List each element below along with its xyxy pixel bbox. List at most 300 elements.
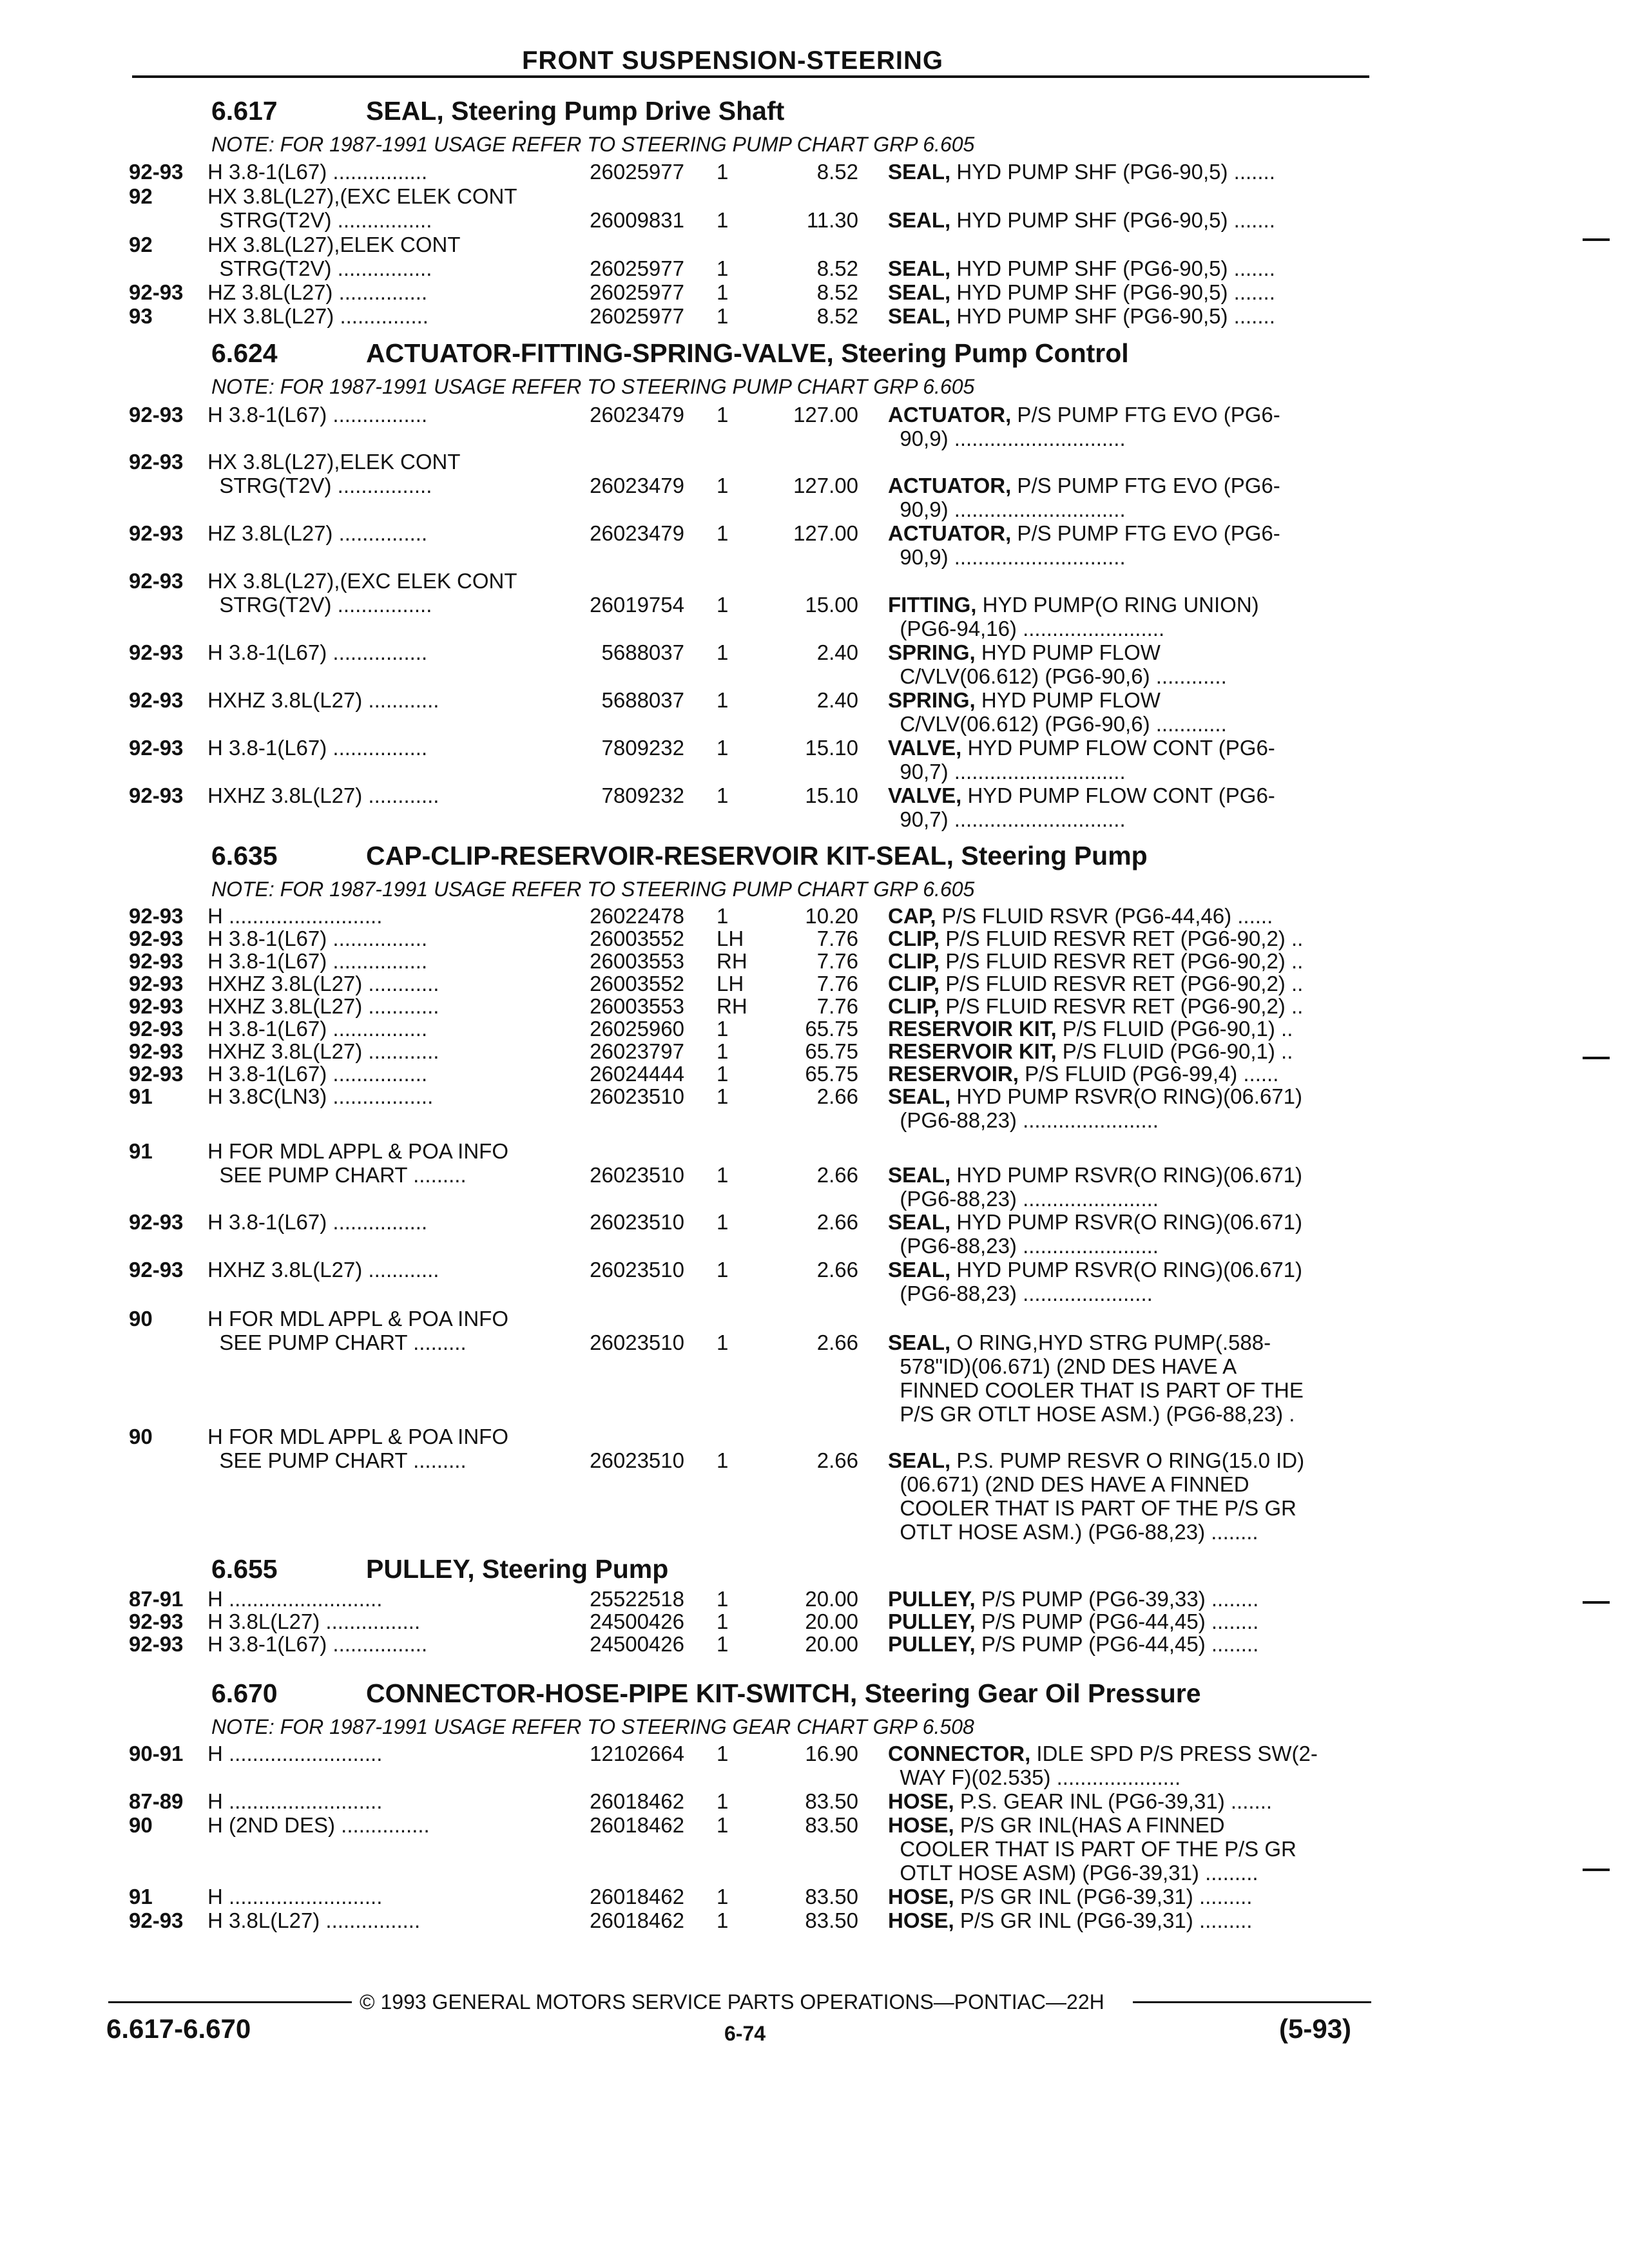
description-text: P/S PUMP FTG EVO (PG6- — [1011, 521, 1280, 545]
model-application: HXHZ 3.8L(L27) ............ — [207, 783, 439, 807]
model-year: 92-93 — [129, 280, 184, 304]
part-name: SEAL, — [888, 1448, 951, 1472]
section-title: CAP-CLIP-RESERVOIR-RESERVOIR KIT-SEAL, Steering Pump — [366, 841, 1148, 870]
part-name: SEAL, — [888, 1331, 951, 1354]
model-application: H FOR MDL APPL & POA INFO — [207, 1425, 508, 1448]
description-text: HYD PUMP RSVR(O RING)(06.671) — [950, 1258, 1303, 1282]
part-name: SEAL, — [888, 1258, 951, 1282]
part-number: 26023510 — [590, 1163, 684, 1187]
part-number: 26023510 — [590, 1448, 684, 1472]
section-number: 6.655 — [211, 1554, 278, 1584]
description-text: HYD PUMP FLOW — [975, 688, 1161, 712]
model-year: 90-91 — [129, 1742, 184, 1765]
description-text: HYD PUMP SHF (PG6-90,5) ....... — [950, 160, 1275, 184]
part-description — [888, 546, 1126, 568]
description-text: P.S. PUMP RESVR O RING(15.0 ID) — [950, 1448, 1305, 1472]
part-name: PULLEY, — [888, 1587, 976, 1611]
part-number: 5688037 — [601, 640, 684, 664]
description-text: 90,9) ............................. — [888, 497, 1126, 521]
part-description — [888, 785, 1275, 806]
part-number: 26025960 — [590, 1017, 684, 1041]
description-text: IDLE SPD P/S PRESS SW(2- — [1030, 1742, 1318, 1765]
part-description — [888, 905, 1273, 927]
part-number: 26003552 — [590, 972, 684, 995]
model-application: H .......................... — [207, 904, 383, 928]
description-text: OTLT HOSE ASM) (PG6-39,31) ......... — [888, 1861, 1258, 1885]
model-year: 92-93 — [129, 904, 184, 928]
list-price: 2.66 — [816, 1084, 858, 1108]
section-note: NOTE: FOR 1987-1991 USAGE REFER TO STEERING PUMP CHART GRP 6.605 — [211, 375, 975, 398]
description-text: HYD PUMP RSVR(O RING)(06.671) — [950, 1084, 1303, 1108]
part-name: CLIP, — [888, 972, 940, 995]
model-year: 92-93 — [129, 1258, 184, 1282]
section-number: 6.617 — [211, 96, 278, 126]
part-name: HOSE, — [888, 1885, 954, 1908]
part-number: 26003552 — [590, 927, 684, 950]
part-description — [888, 618, 1164, 639]
part-description — [888, 209, 1275, 231]
list-price: 65.75 — [805, 1039, 858, 1063]
margin-mark — [1583, 238, 1610, 241]
part-description — [888, 761, 1126, 782]
quantity: 1 — [717, 1908, 729, 1932]
list-price: 83.50 — [805, 1813, 858, 1837]
part-name: SEAL, — [888, 256, 951, 280]
part-name: FITTING, — [888, 593, 977, 617]
description-text: C/VLV(06.612) (PG6-90,6) ............ — [888, 664, 1227, 688]
part-name: PULLEY, — [888, 1632, 976, 1656]
list-price: 7.76 — [816, 994, 858, 1018]
part-number: 26023510 — [590, 1210, 684, 1234]
quantity: 1 — [717, 1163, 729, 1187]
part-description — [888, 1188, 1159, 1209]
part-description — [888, 666, 1227, 687]
model-application: H 3.8-1(L67) ................ — [207, 403, 428, 427]
part-name: ACTUATOR, — [888, 403, 1012, 427]
margin-mark — [1583, 1601, 1610, 1604]
description-text: P/S PUMP FTG EVO (PG6- — [1011, 474, 1280, 497]
description-text: (PG6-94,16) ........................ — [888, 617, 1165, 640]
part-number: 24500426 — [590, 1632, 684, 1656]
part-number: 26025977 — [590, 160, 684, 184]
list-price: 15.00 — [805, 593, 858, 617]
model-year: 92-93 — [129, 972, 184, 995]
description-text: 578"ID)(06.671) (2ND DES HAVE A — [888, 1354, 1237, 1378]
model-application: H 3.8-1(L67) ................ — [207, 160, 428, 184]
quantity: 1 — [717, 280, 729, 304]
list-price: 127.00 — [793, 521, 858, 545]
model-year: 87-89 — [129, 1789, 184, 1813]
part-description — [888, 1332, 1271, 1353]
part-description — [888, 950, 1303, 972]
section-number: 6.670 — [211, 1678, 278, 1708]
part-number: 26023479 — [590, 474, 684, 497]
quantity: 1 — [717, 1813, 729, 1837]
list-price: 2.66 — [816, 1210, 858, 1234]
list-price: 127.00 — [793, 474, 858, 497]
part-number: 26023510 — [590, 1084, 684, 1108]
part-name: SPRING, — [888, 640, 976, 664]
part-number: 26018462 — [590, 1789, 684, 1813]
list-price: 8.52 — [816, 280, 858, 304]
part-name: VALVE, — [888, 783, 962, 807]
quantity: 1 — [717, 1742, 729, 1765]
model-application: H 3.8L(L27) ................ — [207, 1908, 421, 1932]
list-price: 2.66 — [816, 1258, 858, 1282]
list-price: 65.75 — [805, 1062, 858, 1086]
footer-rule-right — [1133, 2001, 1371, 2003]
footer-copyright: © 1993 GENERAL MOTORS SERVICE PARTS OPERATIONS—PONTIAC—22H — [360, 1990, 1104, 2013]
part-description — [888, 1838, 1296, 1860]
model-year: 92-93 — [129, 160, 184, 184]
description-text: FINNED COOLER THAT IS PART OF THE — [888, 1378, 1304, 1402]
model-year: 92 — [129, 233, 153, 256]
model-year: 92-93 — [129, 994, 184, 1018]
model-application: STRG(T2V) ................ — [207, 593, 432, 617]
model-application: HX 3.8L(L27),ELEK CONT — [207, 233, 461, 256]
part-name: VALVE, — [888, 736, 962, 760]
part-description — [888, 305, 1275, 327]
part-number: 26003553 — [590, 994, 684, 1018]
model-application: H 3.8-1(L67) ................ — [207, 1210, 428, 1234]
part-description — [888, 1018, 1293, 1039]
list-price: 10.20 — [805, 904, 858, 928]
quantity: 1 — [717, 783, 729, 807]
part-description — [888, 928, 1303, 949]
description-text: P/S FLUID RESVR RET (PG6-90,2) .. — [940, 994, 1304, 1018]
model-year: 90 — [129, 1307, 153, 1331]
section-title: PULLEY, Steering Pump — [366, 1554, 669, 1584]
margin-mark — [1583, 1057, 1610, 1059]
description-text: C/VLV(06.612) (PG6-90,6) ............ — [888, 712, 1227, 736]
description-text: (PG6-88,23) ....................... — [888, 1108, 1159, 1132]
description-text: HYD PUMP FLOW CONT (PG6- — [961, 736, 1275, 760]
quantity: 1 — [717, 1210, 729, 1234]
model-application: HXHZ 3.8L(L27) ............ — [207, 1258, 439, 1282]
part-number: 26025977 — [590, 256, 684, 280]
quantity: 1 — [717, 593, 729, 617]
part-description — [888, 1767, 1181, 1788]
description-text: (PG6-88,23) ...................... — [888, 1282, 1153, 1305]
part-number: 26025977 — [590, 280, 684, 304]
section-note: NOTE: FOR 1987-1991 USAGE REFER TO STEERING GEAR CHART GRP 6.508 — [211, 1715, 974, 1738]
model-application: HX 3.8L(L27),(EXC ELEK CONT — [207, 569, 517, 593]
part-number: 26023510 — [590, 1258, 684, 1282]
model-year: 92-93 — [129, 1039, 184, 1063]
part-number: 12102664 — [590, 1742, 684, 1765]
part-number: 7809232 — [601, 783, 684, 807]
model-application: STRG(T2V) ................ — [207, 256, 432, 280]
part-description — [888, 973, 1303, 994]
model-year: 92-93 — [129, 1017, 184, 1041]
part-name: HOSE, — [888, 1908, 954, 1932]
part-description — [888, 737, 1275, 758]
model-application: HZ 3.8L(L27) ............... — [207, 280, 428, 304]
model-application: H 3.8-1(L67) ................ — [207, 949, 428, 973]
model-application: HZ 3.8L(L27) ............... — [207, 521, 428, 545]
description-text: P/S FLUID (PG6-90,1) .. — [1056, 1017, 1293, 1041]
part-number: 26018462 — [590, 1908, 684, 1932]
quantity: 1 — [717, 1789, 729, 1813]
part-description — [888, 161, 1275, 182]
model-year: 91 — [129, 1139, 153, 1163]
model-year: 92-93 — [129, 640, 184, 664]
part-description — [888, 499, 1126, 520]
part-number: 26023510 — [590, 1331, 684, 1354]
part-description — [888, 713, 1227, 735]
part-description — [888, 1862, 1258, 1883]
list-price: 20.00 — [805, 1610, 858, 1633]
model-year: 92-93 — [129, 927, 184, 950]
model-year: 92-93 — [129, 783, 184, 807]
description-text: HYD PUMP FLOW — [975, 640, 1161, 664]
footer-section-range: 6.617-6.670 — [106, 2013, 251, 2044]
part-description — [888, 404, 1280, 425]
list-price: 83.50 — [805, 1789, 858, 1813]
model-year: 92-93 — [129, 736, 184, 760]
model-year: 92 — [129, 184, 153, 208]
quantity: RH — [717, 994, 747, 1018]
description-text: WAY F)(02.535) ..................... — [888, 1765, 1181, 1789]
description-text: P/S PUMP (PG6-44,45) ........ — [975, 1610, 1259, 1633]
part-description — [888, 809, 1126, 830]
description-text: HYD PUMP SHF (PG6-90,5) ....... — [950, 280, 1275, 304]
model-application: HXHZ 3.8L(L27) ............ — [207, 688, 439, 712]
model-application: STRG(T2V) ................ — [207, 474, 432, 497]
list-price: 20.00 — [805, 1587, 858, 1611]
description-text: P/S FLUID RESVR RET (PG6-90,2) .. — [940, 972, 1304, 995]
quantity: 1 — [717, 736, 729, 760]
quantity: 1 — [717, 256, 729, 280]
list-price: 8.52 — [816, 256, 858, 280]
description-text: (PG6-88,23) ....................... — [888, 1234, 1159, 1258]
quantity: LH — [717, 972, 744, 995]
model-year: 92-93 — [129, 688, 184, 712]
list-price: 16.90 — [805, 1742, 858, 1765]
part-name: RESERVOIR KIT, — [888, 1039, 1057, 1063]
part-description — [888, 1235, 1159, 1256]
model-application: H .......................... — [207, 1742, 383, 1765]
part-number: 26022478 — [590, 904, 684, 928]
description-text: P/S FLUID (PG6-90,1) .. — [1056, 1039, 1293, 1063]
model-year: 93 — [129, 304, 153, 328]
part-description — [888, 258, 1275, 279]
part-description — [888, 282, 1275, 303]
part-number: 26023479 — [590, 521, 684, 545]
part-description — [888, 1474, 1249, 1495]
list-price: 2.66 — [816, 1331, 858, 1354]
part-name: SEAL, — [888, 1163, 951, 1187]
part-description — [888, 1743, 1318, 1764]
part-description — [888, 1041, 1293, 1062]
description-text: P/S FLUID (PG6-99,4) ...... — [1018, 1062, 1279, 1086]
part-description — [888, 475, 1280, 496]
quantity: LH — [717, 927, 744, 950]
model-year: 92-93 — [129, 1062, 184, 1086]
part-number: 24500426 — [590, 1610, 684, 1633]
description-text: P/S PUMP (PG6-39,33) ........ — [975, 1587, 1259, 1611]
model-application: H 3.8L(L27) ................ — [207, 1610, 421, 1633]
model-application: H (2ND DES) ............... — [207, 1813, 430, 1837]
part-description — [888, 1588, 1258, 1610]
description-text: 90,7) ............................. — [888, 807, 1126, 831]
quantity: 1 — [717, 1062, 729, 1086]
model-application: HX 3.8L(L27) ............... — [207, 304, 429, 328]
description-text: 90,7) ............................. — [888, 760, 1126, 783]
model-application: H .......................... — [207, 1885, 383, 1908]
part-number: 26003553 — [590, 949, 684, 973]
part-name: SEAL, — [888, 1084, 951, 1108]
description-text: HYD PUMP(O RING UNION) — [976, 593, 1259, 617]
model-year: 92-93 — [129, 450, 184, 474]
part-name: CLIP, — [888, 949, 940, 973]
list-price: 20.00 — [805, 1632, 858, 1656]
description-text: P/S GR INL (PG6-39,31) ......... — [954, 1885, 1253, 1908]
model-application: H 3.8-1(L67) ................ — [207, 1017, 428, 1041]
part-description — [888, 1403, 1295, 1425]
part-number: 25522518 — [590, 1587, 684, 1611]
model-application: HXHZ 3.8L(L27) ............ — [207, 1039, 439, 1063]
description-text: P.S. GEAR INL (PG6-39,31) ....... — [954, 1789, 1273, 1813]
model-application: HX 3.8L(L27),ELEK CONT — [207, 450, 461, 474]
footer-rule-left — [108, 2001, 352, 2003]
model-application: H .......................... — [207, 1587, 383, 1611]
part-name: CLIP, — [888, 927, 940, 950]
part-name: SEAL, — [888, 304, 951, 328]
part-number: 7809232 — [601, 736, 684, 760]
description-text: (PG6-88,23) ....................... — [888, 1187, 1159, 1211]
quantity: 1 — [717, 1885, 729, 1908]
model-year: 90 — [129, 1813, 153, 1837]
model-year: 92-93 — [129, 569, 184, 593]
part-number: 26019754 — [590, 593, 684, 617]
part-description — [888, 1164, 1302, 1186]
section-number: 6.624 — [211, 338, 278, 368]
description-text: COOLER THAT IS PART OF THE P/S GR — [888, 1496, 1296, 1520]
model-year: 92-93 — [129, 403, 184, 427]
quantity: 1 — [717, 904, 729, 928]
part-number: 26018462 — [590, 1885, 684, 1908]
part-description — [888, 642, 1161, 663]
model-application: H 3.8C(LN3) ................. — [207, 1084, 434, 1108]
quantity: 1 — [717, 1610, 729, 1633]
list-price: 7.76 — [816, 927, 858, 950]
list-price: 2.40 — [816, 640, 858, 664]
model-year: 91 — [129, 1885, 153, 1908]
part-name: ACTUATOR, — [888, 521, 1012, 545]
model-application: H .......................... — [207, 1789, 383, 1813]
quantity: 1 — [717, 688, 729, 712]
list-price: 65.75 — [805, 1017, 858, 1041]
part-description — [888, 523, 1280, 544]
part-description — [888, 1633, 1258, 1655]
part-number: 26023479 — [590, 403, 684, 427]
part-name: SEAL, — [888, 160, 951, 184]
list-price: 2.66 — [816, 1163, 858, 1187]
quantity: 1 — [717, 1448, 729, 1472]
list-price: 15.10 — [805, 736, 858, 760]
list-price: 83.50 — [805, 1885, 858, 1908]
model-year: 90 — [129, 1425, 153, 1448]
quantity: 1 — [717, 304, 729, 328]
model-application: HXHZ 3.8L(L27) ............ — [207, 972, 439, 995]
quantity: 1 — [717, 1587, 729, 1611]
model-application: H FOR MDL APPL & POA INFO — [207, 1139, 508, 1163]
section-number: 6.635 — [211, 841, 278, 870]
model-application: HX 3.8L(L27),(EXC ELEK CONT — [207, 184, 517, 208]
description-text: P/S FLUID RESVR RET (PG6-90,2) .. — [940, 949, 1304, 973]
model-application: HXHZ 3.8L(L27) ............ — [207, 994, 439, 1018]
list-price: 7.76 — [816, 949, 858, 973]
section-title: SEAL, Steering Pump Drive Shaft — [366, 96, 785, 126]
part-description — [888, 428, 1126, 449]
part-description — [888, 1910, 1252, 1931]
margin-mark — [1583, 1869, 1610, 1871]
description-text: P/S FLUID RSVR (PG6-44,46) ...... — [936, 904, 1273, 928]
part-description — [888, 995, 1303, 1017]
quantity: 1 — [717, 208, 729, 232]
description-text: (06.671) (2ND DES HAVE A FINNED — [888, 1472, 1249, 1496]
part-name: SEAL, — [888, 208, 951, 232]
part-description — [888, 1356, 1237, 1377]
part-description — [888, 1379, 1304, 1401]
part-description — [888, 1521, 1258, 1542]
model-application: SEE PUMP CHART ......... — [207, 1331, 467, 1354]
part-number: 5688037 — [601, 688, 684, 712]
description-text: P/S GR OTLT HOSE ASM.) (PG6-88,23) . — [888, 1402, 1295, 1426]
part-name: ACTUATOR, — [888, 474, 1012, 497]
description-text: 90,9) ............................. — [888, 427, 1126, 450]
part-description — [888, 1063, 1278, 1084]
list-price: 83.50 — [805, 1908, 858, 1932]
model-year: 92-93 — [129, 521, 184, 545]
model-application: SEE PUMP CHART ......... — [207, 1163, 467, 1187]
description-text: O RING,HYD STRG PUMP(.588- — [950, 1331, 1271, 1354]
header-rule — [132, 75, 1369, 78]
part-name: SPRING, — [888, 688, 976, 712]
part-description — [888, 689, 1161, 711]
part-name: PULLEY, — [888, 1610, 976, 1633]
description-text: HYD PUMP SHF (PG6-90,5) ....... — [950, 256, 1275, 280]
part-name: HOSE, — [888, 1789, 954, 1813]
part-name: RESERVOIR, — [888, 1062, 1019, 1086]
part-name: CAP, — [888, 904, 936, 928]
model-application: H 3.8-1(L67) ................ — [207, 640, 428, 664]
quantity: 1 — [717, 640, 729, 664]
footer-page-number: 6-74 — [724, 2022, 766, 2045]
model-application: STRG(T2V) ................ — [207, 208, 432, 232]
quantity: 1 — [717, 1017, 729, 1041]
section-title: ACTUATOR-FITTING-SPRING-VALVE, Steering Pump Control — [366, 338, 1129, 368]
part-description — [888, 1259, 1302, 1280]
description-text: HYD PUMP RSVR(O RING)(06.671) — [950, 1210, 1303, 1234]
list-price: 127.00 — [793, 403, 858, 427]
description-text: P/S GR INL(HAS A FINNED — [954, 1813, 1225, 1837]
model-year: 87-91 — [129, 1587, 184, 1611]
section-note: NOTE: FOR 1987-1991 USAGE REFER TO STEERING PUMP CHART GRP 6.605 — [211, 878, 975, 901]
model-year: 92-93 — [129, 949, 184, 973]
description-text: HYD PUMP FLOW CONT (PG6- — [961, 783, 1275, 807]
part-description — [888, 1086, 1302, 1107]
model-application: SEE PUMP CHART ......... — [207, 1448, 467, 1472]
part-name: SEAL, — [888, 1210, 951, 1234]
part-name: SEAL, — [888, 280, 951, 304]
description-text: P/S FLUID RESVR RET (PG6-90,2) .. — [940, 927, 1304, 950]
part-number: 26018462 — [590, 1813, 684, 1837]
part-number: 26023797 — [590, 1039, 684, 1063]
description-text: HYD PUMP SHF (PG6-90,5) ....... — [950, 304, 1275, 328]
part-description — [888, 1497, 1296, 1519]
